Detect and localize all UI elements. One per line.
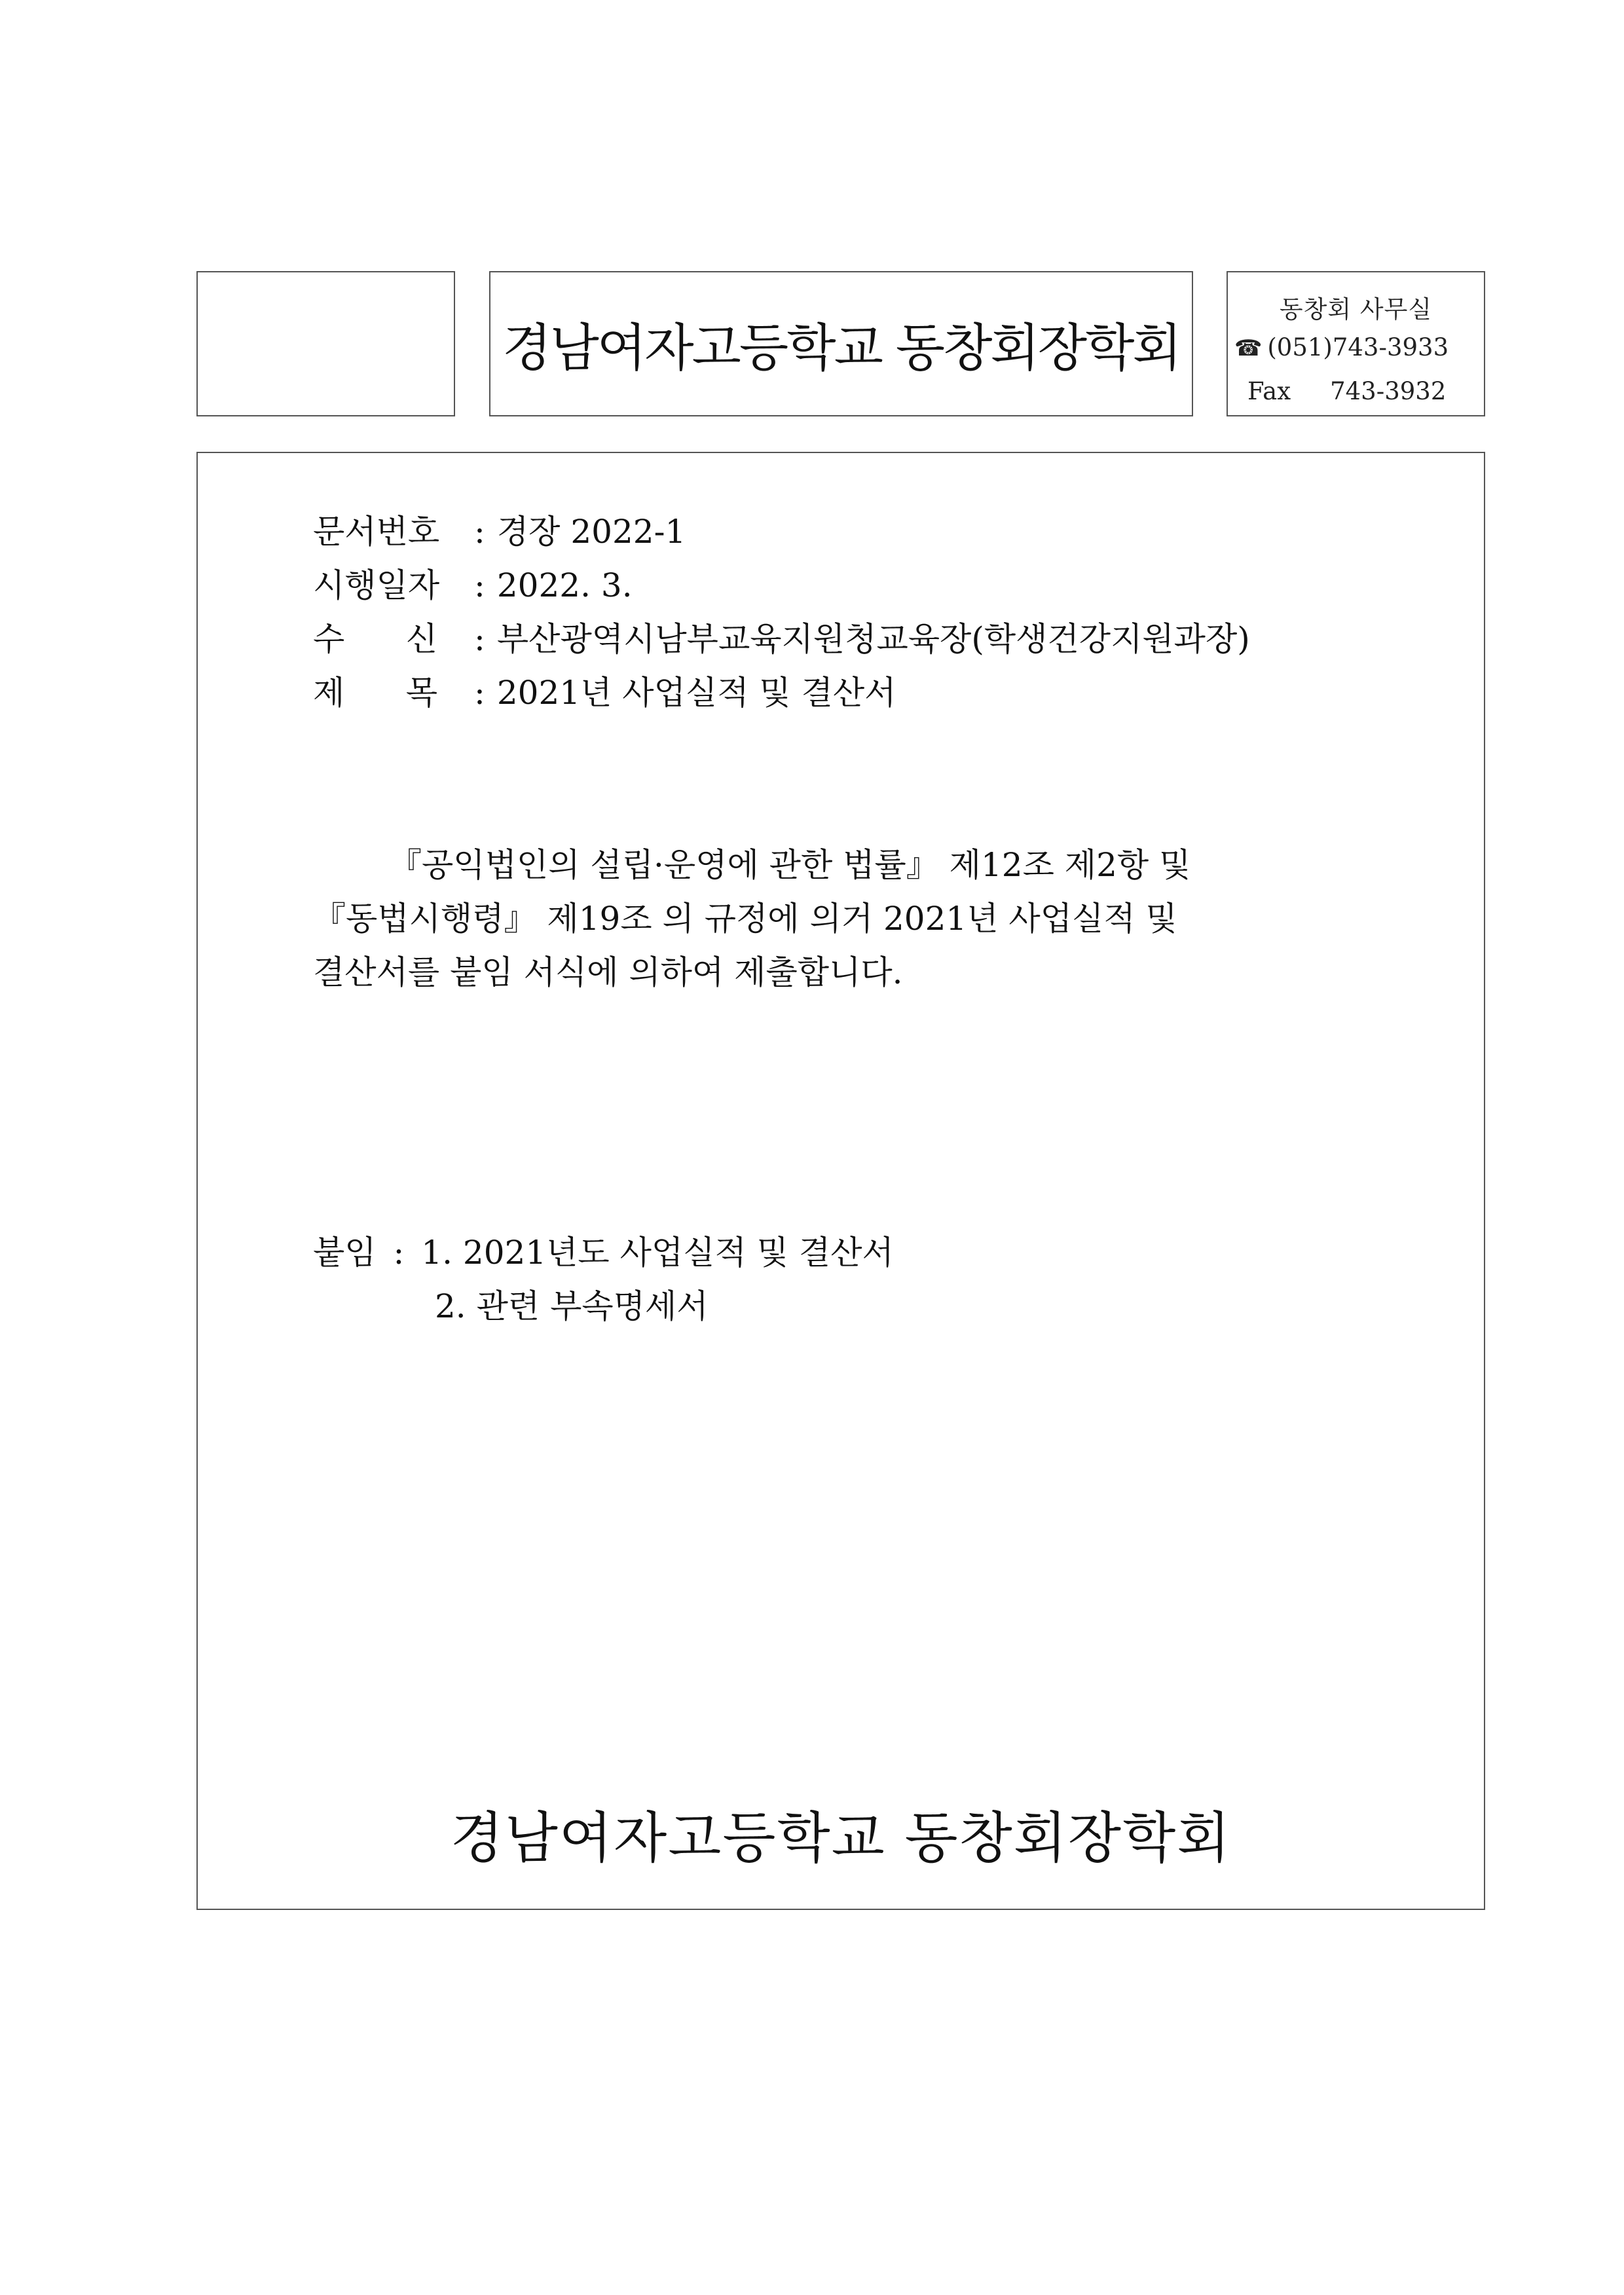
office-label: 동창회 사무실 <box>1279 295 1433 323</box>
attachment-item: 2. 관련 부속명세서 <box>435 1287 709 1325</box>
doc-no-label: 문서번호 <box>313 513 440 551</box>
date-label: 시행일자 <box>313 566 440 604</box>
recipient-label-b: 신 <box>405 620 437 658</box>
recipient-value: 부산광역시남부교육지원청교육장(학생건강지원과장) <box>496 620 1250 658</box>
document-body-box <box>196 452 1485 1910</box>
doc-no-value: 경장 2022-1 <box>496 513 686 551</box>
phone-line <box>1234 333 1484 361</box>
logo-box <box>196 271 455 416</box>
colon: : <box>474 620 485 658</box>
subject-label <box>313 667 437 714</box>
colon: : <box>474 674 485 712</box>
meta-row-recipient <box>313 613 1250 660</box>
attachments-label: 붙임 <box>313 1234 377 1272</box>
recipient-label-a: 수 <box>313 620 345 658</box>
colon: : <box>474 513 485 551</box>
subject-label-a: 제 <box>313 674 345 712</box>
contact-box <box>1227 271 1485 416</box>
meta-row-doc-no <box>313 505 686 553</box>
recipient-label <box>313 613 437 660</box>
header-org-name: 경남여자고등학교 동창회장학회 <box>502 319 1180 378</box>
fax-number: 743-3932 <box>1330 377 1447 405</box>
colon: : <box>474 566 485 604</box>
meta-row-date <box>313 559 633 606</box>
subject-label-b: 목 <box>405 674 437 712</box>
date-value: 2022. 3. <box>496 566 633 604</box>
colon: : <box>393 1234 405 1272</box>
telephone-icon: ☎ <box>1234 335 1263 361</box>
footer-org-name: 경남여자고등학교 동창회장학회 <box>450 1806 1232 1870</box>
subject-value: 2021년 사업실적 및 결산서 <box>496 674 896 712</box>
attachment-item: 1. 2021년도 사업실적 및 결산서 <box>421 1234 894 1272</box>
meta-row-subject <box>313 667 896 714</box>
header-title-box <box>489 271 1193 416</box>
body-line: 『동법시행령』 제19조 의 규정에 의거 2021년 사업실적 및 <box>313 900 1177 938</box>
body-line: 『공익법인의 설립·운영에 관한 법률』 제12조 제2항 및 <box>389 846 1191 884</box>
fax-line <box>1247 377 1484 405</box>
attachments <box>313 1226 894 1333</box>
fax-label: Fax <box>1247 377 1291 405</box>
body-paragraph <box>313 838 1335 999</box>
phone-number: (051)743-3933 <box>1267 333 1449 361</box>
body-line: 결산서를 붙임 서식에 의하여 제출합니다. <box>313 953 903 991</box>
